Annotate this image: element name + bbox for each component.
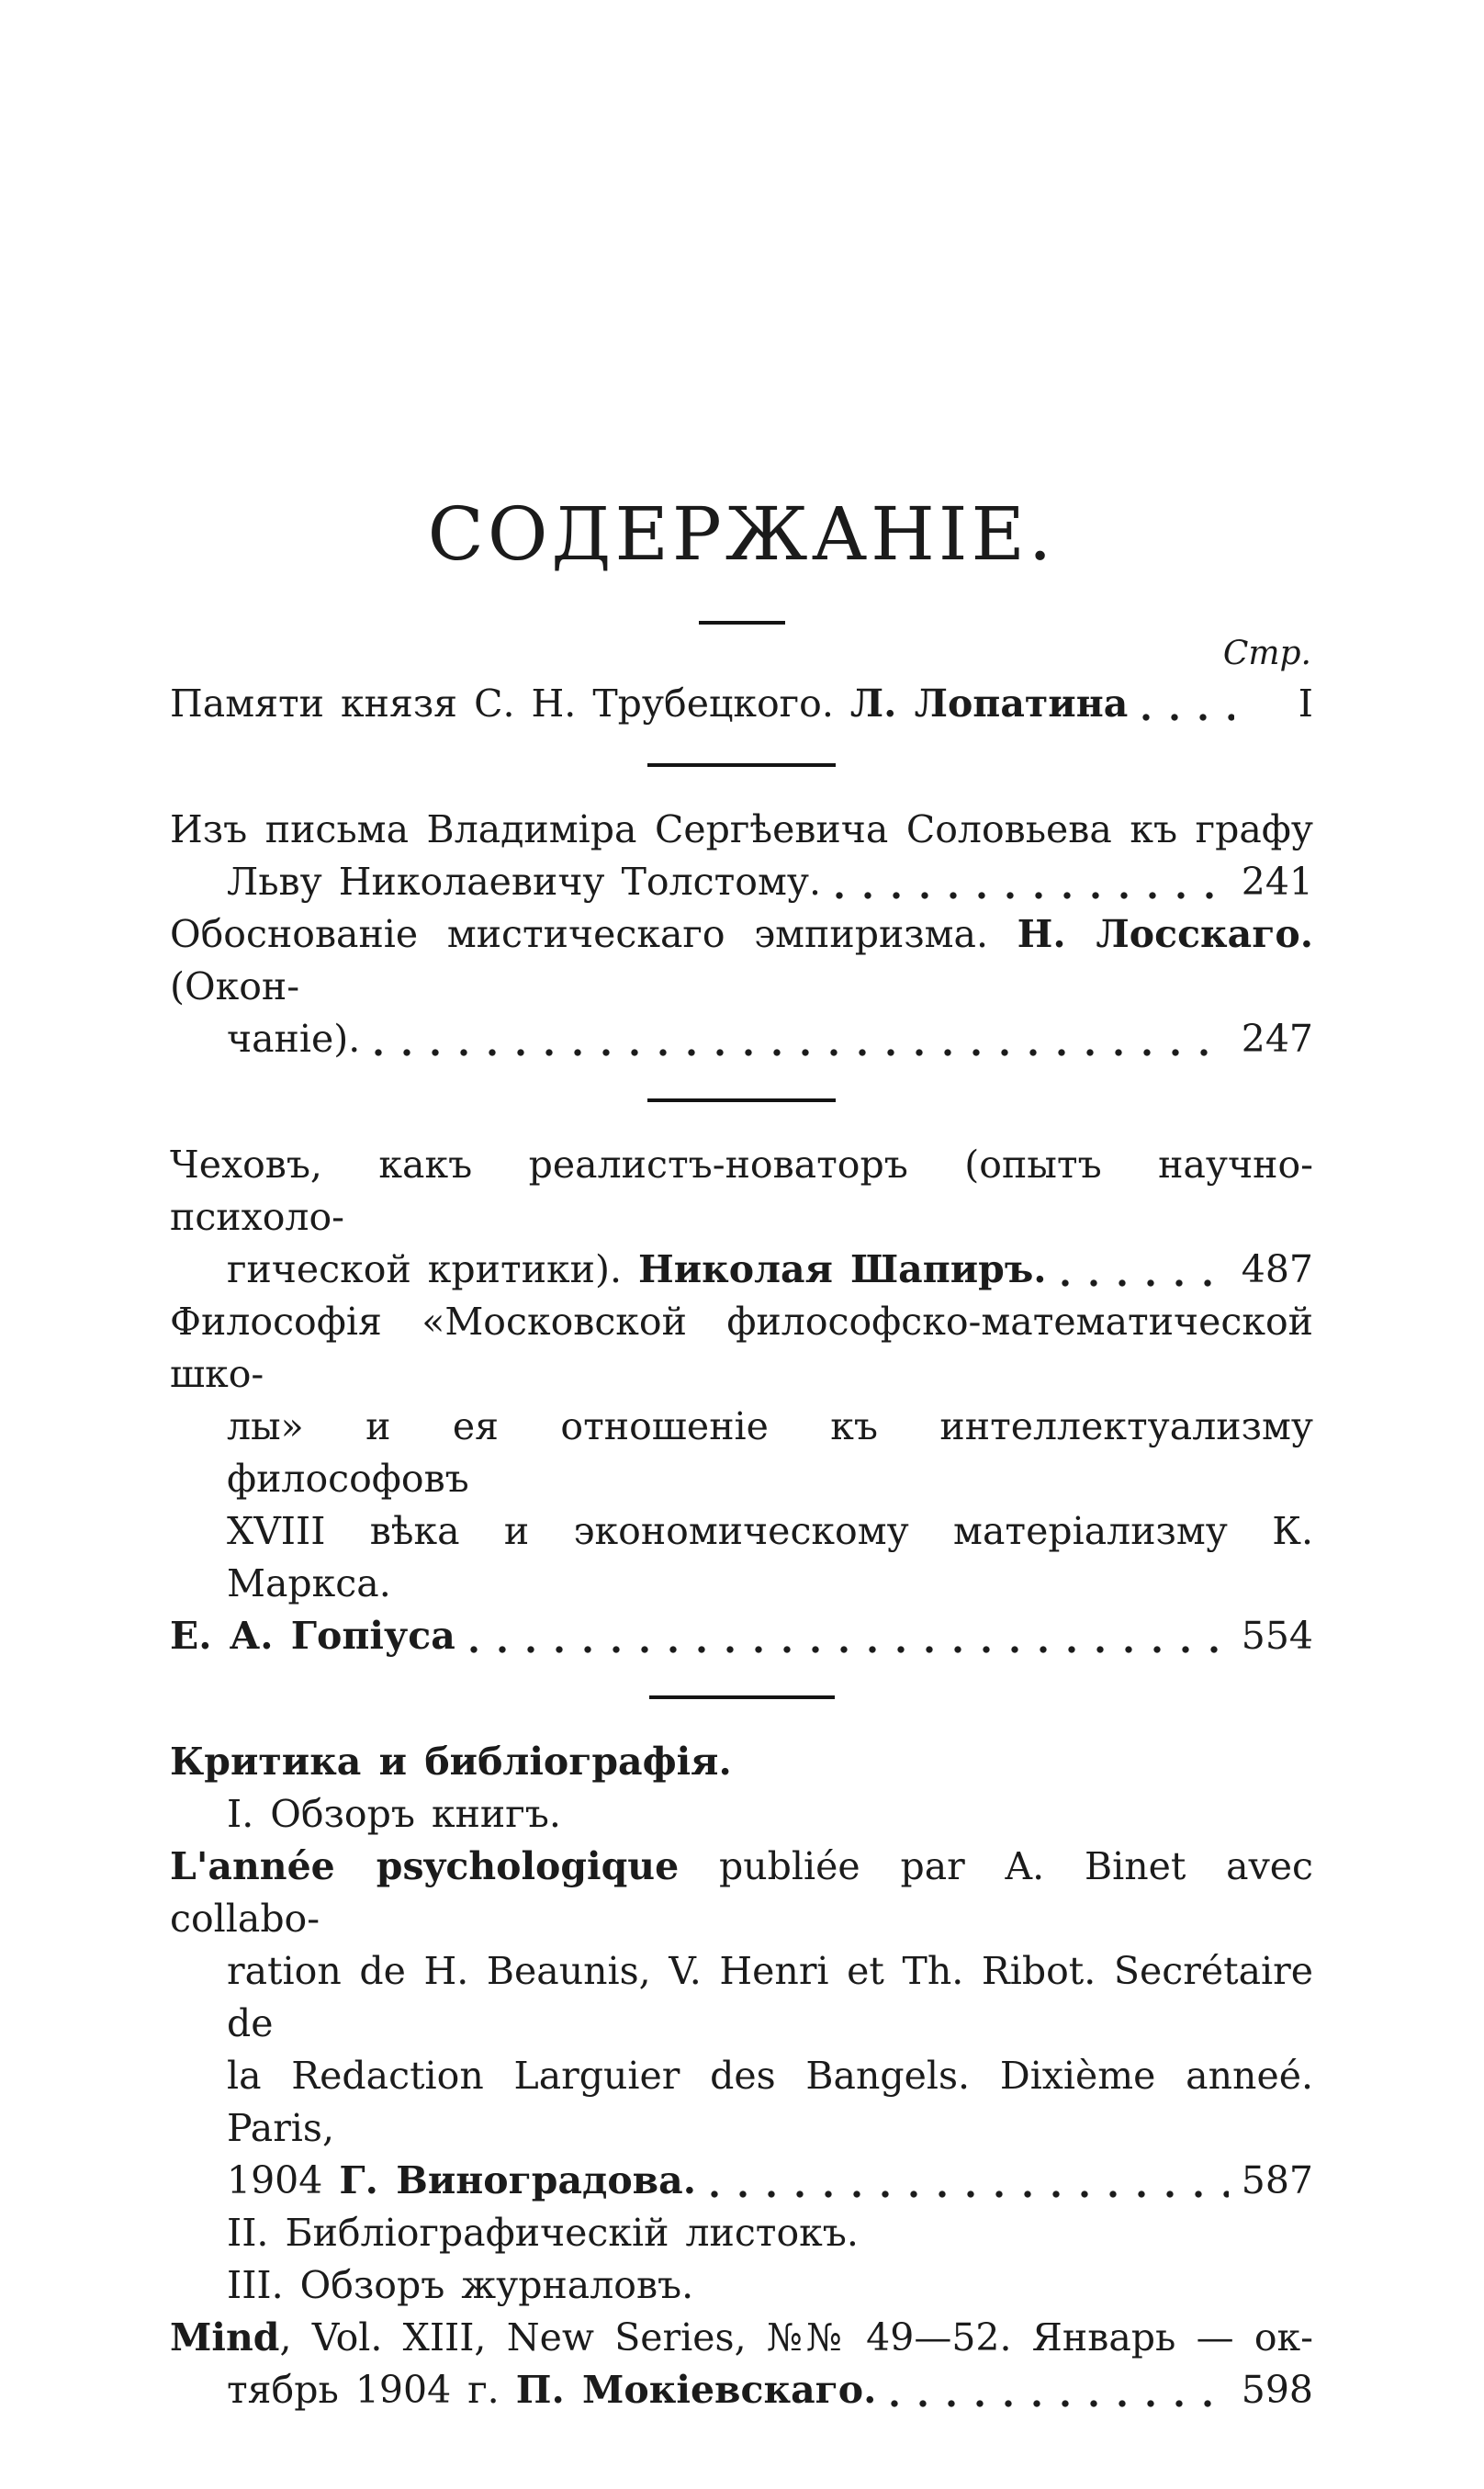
page-column-label: Стр. [1222, 635, 1311, 672]
page-number: 487 [1241, 1247, 1313, 1291]
toc-entries [170, 678, 1313, 2416]
toc-entry-text: Обоснованіе мистическаго эмпиризма. [170, 912, 1017, 956]
page-title: СОДЕРЖАНІЕ. [427, 491, 1056, 577]
toc-entry-text-group [170, 678, 1128, 730]
toc-entry-text-group [227, 1013, 360, 1065]
toc-entry-line [170, 1505, 1313, 1610]
dot-leader [1142, 712, 1234, 723]
toc-entry-line [170, 1013, 1313, 1065]
toc-entry-text: Изъ письма Владиміра Сергѣевича Соловьева къ графу [170, 807, 1313, 851]
toc-entry-line [170, 1296, 1313, 1401]
toc-entry-author: Е. А. Гопіуса [170, 1614, 455, 1658]
toc-entry-text: I. Обзоръ книгъ. [227, 1792, 561, 1836]
toc-entry-line [170, 2259, 1313, 2312]
toc-entry-line [170, 2364, 1313, 2416]
page-number: 247 [1241, 1017, 1313, 1061]
page-number: 554 [1241, 1614, 1313, 1658]
toc-entry-text: гической критики). [227, 1247, 639, 1291]
page-number: I [1298, 681, 1313, 726]
toc-entry-line [170, 678, 1313, 730]
toc-entry-text-group [227, 2155, 696, 2207]
toc-entry-text: publiée par A. Binet avec collabo- [170, 1844, 1313, 1941]
toc-entry-author: Л. Лопатина [849, 681, 1129, 726]
dot-leader [836, 890, 1229, 901]
toc-entry-text: тябрь 1904 г. [227, 2368, 516, 2412]
toc-entry-text-group [227, 856, 821, 908]
page-number: 598 [1241, 2368, 1313, 2412]
toc-entry-text: III. Обзоръ журналовъ. [227, 2263, 694, 2307]
divider-rule [649, 1695, 835, 1699]
toc-entry-text: XVIII вѣка и экономическому матеріализму К. Маркса. [227, 1509, 1313, 1605]
divider-rule [647, 1098, 836, 1102]
toc-entry-line [170, 2312, 1313, 2364]
toc-entry-line [170, 1244, 1313, 1296]
toc-entry-line [170, 1945, 1313, 2050]
toc-entry-text: , Vol. XIII, New Series, №№ 49—52. Январь — ок- [279, 2315, 1313, 2359]
toc-entry-line [170, 2050, 1313, 2155]
dot-leader [891, 2398, 1228, 2409]
toc-entry-line [170, 1610, 1313, 1662]
toc-entry-line [170, 1788, 1313, 1841]
toc-entry-author: Г. Виноградова. [339, 2158, 697, 2202]
dot-leader [375, 1047, 1228, 1058]
dot-leader [711, 2189, 1229, 2200]
toc-entry-author: Николая Шапиръ. [638, 1247, 1047, 1291]
toc-entry-text: Памяти князя С. Н. Трубецкого. [170, 681, 850, 726]
toc-page [170, 491, 1313, 2416]
toc-entry-text: la Redaction Larguier des Bangels. Dixième anneé. Paris, [227, 2054, 1313, 2150]
toc-entry-text: лы» и ея отношеніе къ интеллектуализму философовъ [227, 1404, 1313, 1501]
toc-entry-line [170, 2155, 1313, 2207]
toc-entry-line [170, 856, 1313, 908]
dot-leader [1062, 1278, 1229, 1289]
toc-entry-line [170, 804, 1313, 856]
toc-entry-author: L'année psychologique [170, 1844, 680, 1888]
toc-entry-text: Льву Николаевичу Толстому. [227, 860, 822, 904]
toc-entry-author: Mind [170, 2315, 280, 2359]
page-number: 587 [1241, 2158, 1313, 2202]
toc-entry-line [170, 1841, 1313, 1945]
toc-entry-text: ration de H. Beaunis, V. Henri et Th. Ribot. Secrétaire de [227, 1949, 1313, 2045]
page-number: 241 [1241, 860, 1313, 904]
toc-entry-text: Философія «Московской философско-математической шко- [170, 1300, 1313, 1396]
toc-entry-text: Чеховъ, какъ реалистъ-новаторъ (опытъ научно-психоло- [170, 1143, 1313, 1239]
toc-entry-text-group [227, 1244, 1047, 1296]
toc-entry-text: 1904 [227, 2158, 340, 2202]
toc-entry-line [170, 1139, 1313, 1244]
title-divider-rule [699, 621, 785, 625]
toc-entry-line [170, 1736, 1313, 1788]
toc-entry-author: П. Мокіевскаго. [515, 2368, 877, 2412]
dot-leader [470, 1644, 1229, 1655]
divider-rule [647, 763, 836, 767]
toc-entry-text: чаніе). [227, 1017, 361, 1061]
toc-entry-text-group [227, 2364, 876, 2416]
toc-entry-line [170, 908, 1313, 1013]
toc-entry-text: II. Библіографическій листокъ. [227, 2211, 859, 2255]
toc-entry-text-group [170, 1610, 455, 1662]
toc-entry-line [170, 1401, 1313, 1505]
toc-entry-line [170, 2207, 1313, 2259]
toc-entry-text: (Окон- [170, 964, 300, 1008]
toc-entry-author: Н. Лосскаго. [1017, 912, 1313, 956]
toc-entry-author: Критика и библіографія. [170, 1740, 732, 1784]
